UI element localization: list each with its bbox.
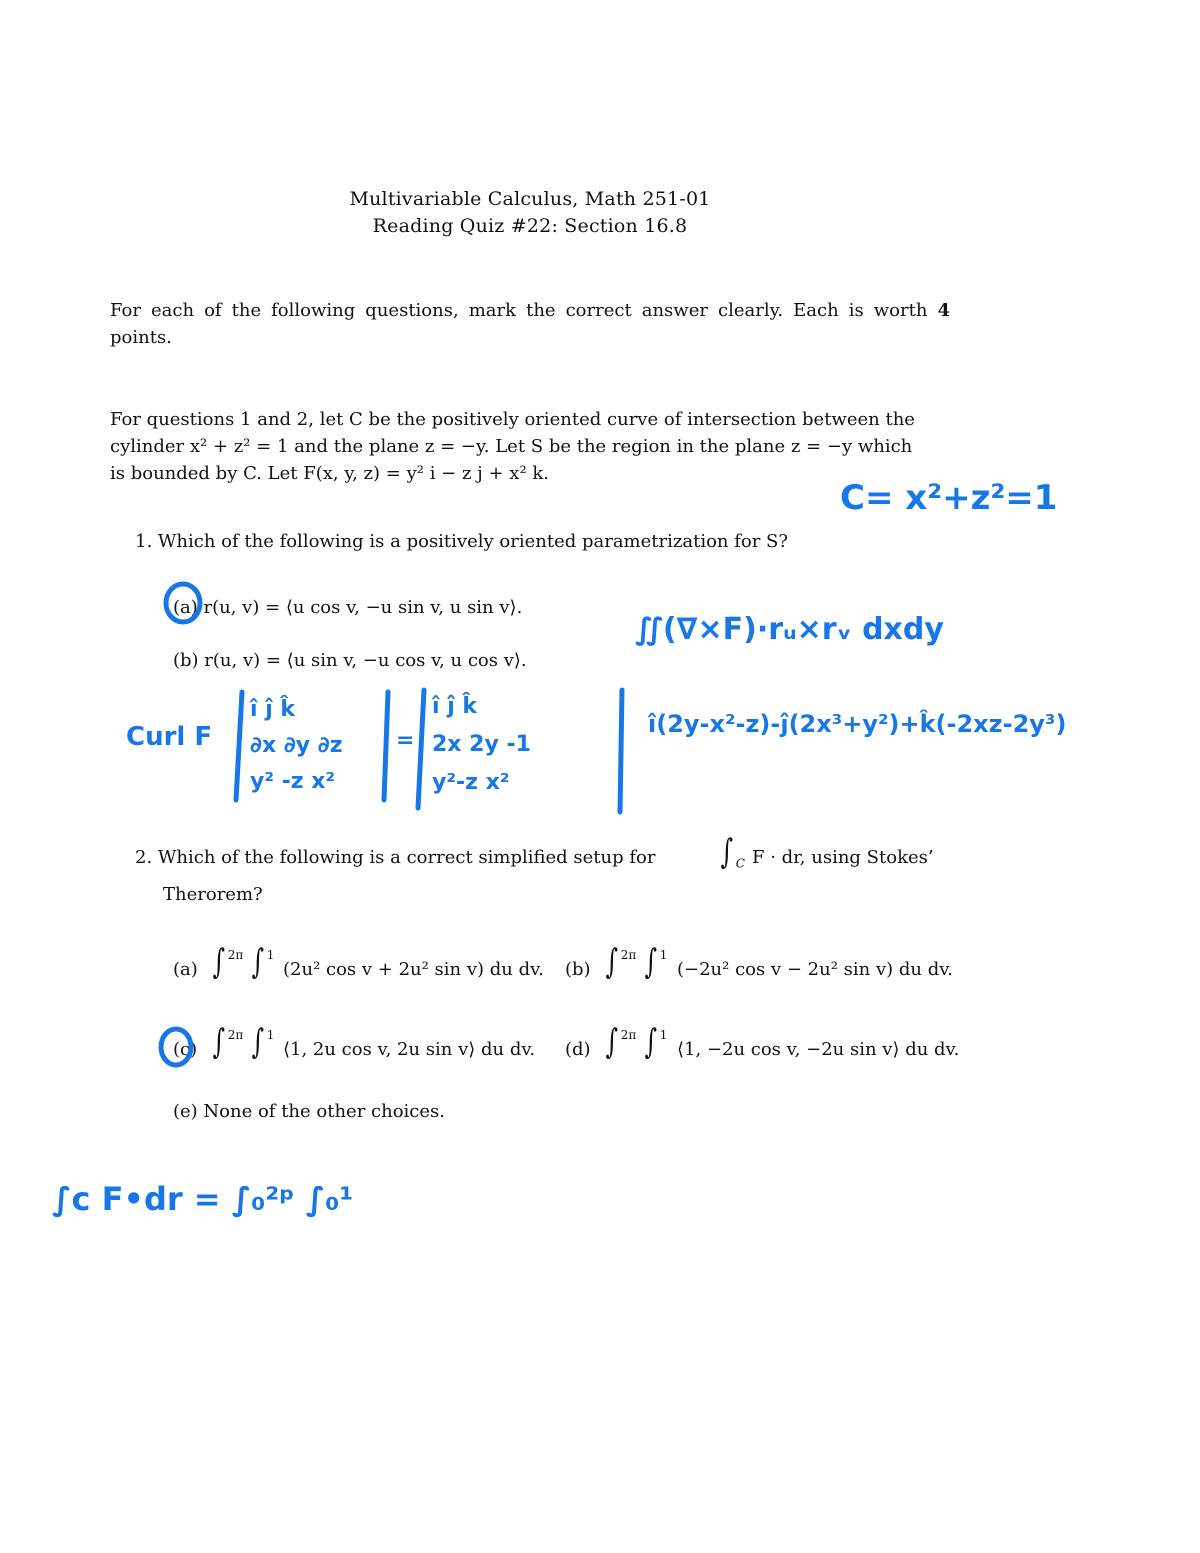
integral-sign: ∫ xyxy=(251,942,265,982)
q1-option-b[interactable]: (b) r(u, v) = ⟨u sin v, −u cos v, u cos v⟩. xyxy=(173,650,527,671)
integral-upper: 2π xyxy=(227,948,244,962)
answer-circle-q1 xyxy=(166,584,200,622)
setup-line-3: is bounded by C. Let F(x, y, z) = y² i − z j + x² k. xyxy=(110,463,550,484)
integral-upper: 1 xyxy=(659,1028,668,1042)
ink-determinant-1 xyxy=(250,692,343,800)
ink-det1-row2: ∂x ∂y ∂z xyxy=(250,733,343,758)
ink-equals: = xyxy=(396,728,415,753)
ink-det2-row2: 2x 2y -1 xyxy=(432,732,531,757)
setup-line-2: cylinder x² + z² = 1 and the plane z = −y. Let S be the region in the plane z = −y which xyxy=(110,436,913,457)
integral-sign: ∫ xyxy=(605,942,619,982)
q2-option-a-expr[interactable]: (2u² cos v + 2u² sin v) du dv. xyxy=(283,959,544,980)
setup-line-1: For questions 1 and 2, let C be the positively oriented curve of intersection between the xyxy=(110,409,915,430)
question-1-prompt: 1. Which of the following is a positively oriented parametrization for S? xyxy=(135,531,789,552)
integral-sign: ∫ xyxy=(212,942,226,982)
integral-upper: 1 xyxy=(659,948,668,962)
question-2-line-2: Therorem? xyxy=(163,884,263,905)
integral-subscript: C xyxy=(735,856,745,871)
integral-upper: 2π xyxy=(227,1028,244,1042)
q2-option-d-label[interactable]: (d) xyxy=(565,1039,591,1060)
q2-option-a-label[interactable]: (a) xyxy=(173,959,198,980)
ink-curl-result: î(2y-x²-z)-ĵ(2x³+y²)+k̂(-2xz-2y³) xyxy=(648,710,1067,738)
q2-option-d-expr[interactable]: ⟨1, −2u cos v, −2u sin v⟩ du dv. xyxy=(677,1039,960,1060)
ink-det1-row3: y² -z x² xyxy=(250,769,336,794)
integral-sign: ∫ xyxy=(251,1022,265,1062)
integral-upper: 2π xyxy=(620,948,637,962)
det-bar-left-2 xyxy=(418,690,424,808)
course-title: Multivariable Calculus, Math 251-01 xyxy=(349,188,711,210)
ink-surface-integral: ∬(∇×F)·rᵤ×rᵥ dxdy xyxy=(635,612,944,647)
ink-line-integral: ∫c F•dr = ∫₀²ᵖ ∫₀¹ xyxy=(52,1180,354,1218)
det-bar-right-2 xyxy=(620,690,622,812)
integral-sign: ∫ xyxy=(212,1022,226,1062)
ink-determinant-2 xyxy=(432,688,531,802)
q2-option-e[interactable]: (e) None of the other choices. xyxy=(173,1101,445,1122)
instructions-text-end: points. xyxy=(110,327,172,348)
points-value: 4 xyxy=(937,300,950,321)
instructions-text: For each of the following questions, mark the correct answer clearly. Each is worth xyxy=(110,300,938,321)
q1-option-a[interactable]: (a) r(u, v) = ⟨u cos v, −u sin v, u sin v⟩. xyxy=(173,597,523,618)
ink-curl-label: Curl F xyxy=(126,722,213,752)
integral-sign: ∫ xyxy=(720,832,734,872)
integral-sign: ∫ xyxy=(644,942,658,982)
ink-det1-row1: î ĵ k̂ xyxy=(250,697,296,722)
det-bar-right-1 xyxy=(384,692,388,800)
q2-integrand: F · dr, using Stokes’ xyxy=(752,847,934,868)
q2-option-b-expr[interactable]: (−2u² cos v − 2u² sin v) du dv. xyxy=(677,959,953,980)
ink-c-note: C= x²+z²=1 xyxy=(840,478,1058,518)
integral-sign: ∫ xyxy=(605,1022,619,1062)
q2-prompt-text: 2. Which of the following is a correct simplified setup for xyxy=(135,847,656,868)
q2-option-c-label[interactable]: (c) xyxy=(173,1039,198,1060)
q2-option-c-expr[interactable]: ⟨1, 2u cos v, 2u sin v⟩ du dv. xyxy=(283,1039,536,1060)
answer-circle-q2 xyxy=(161,1029,191,1065)
integral-upper: 1 xyxy=(266,948,275,962)
quiz-title: Reading Quiz #22: Section 16.8 xyxy=(372,215,688,237)
ink-det2-row3: y²-z x² xyxy=(432,770,510,795)
integral-upper: 1 xyxy=(266,1028,275,1042)
ink-det2-row1: î ĵ k̂ xyxy=(432,694,478,719)
det-bar-left-1 xyxy=(236,692,242,800)
integral-sign: ∫ xyxy=(644,1022,658,1062)
integral-upper: 2π xyxy=(620,1028,637,1042)
q2-option-b-label[interactable]: (b) xyxy=(565,959,591,980)
